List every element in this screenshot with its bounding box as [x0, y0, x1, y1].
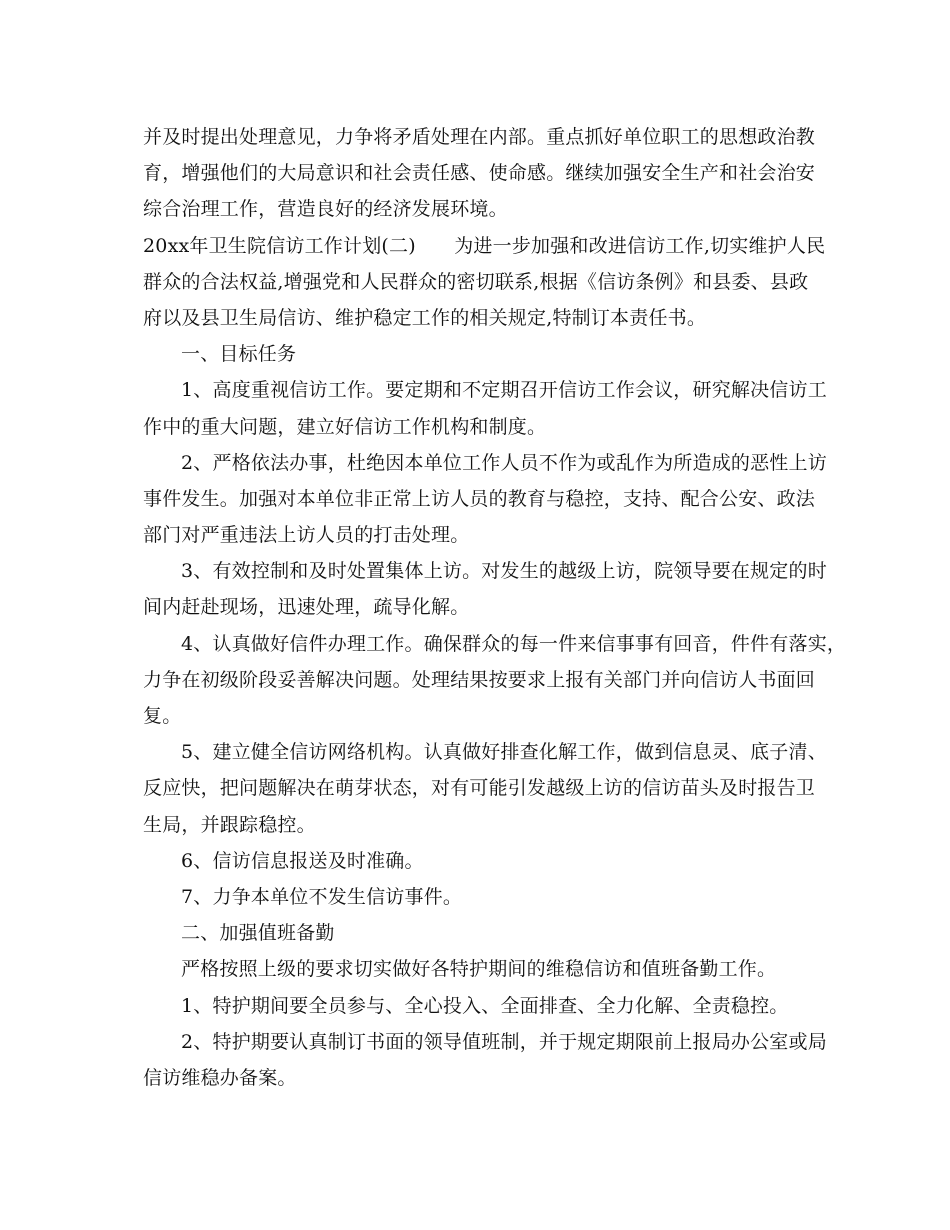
text-line: 部门对严重违法上访人员的打击处理。: [143, 524, 470, 547]
text-line: 6、信访信息报送及时准确。: [181, 849, 424, 872]
text-line: 4、认真做好信件办理工作。确保群众的每一件来信事事有回音，件件有落实，: [181, 632, 847, 655]
text-line: 2、特护期要认真制订书面的领导值班制，并于规定期限前上报局办公室或局: [181, 1030, 827, 1053]
text-line: 二、加强值班备勤: [181, 922, 335, 945]
text-line: 20xx年卫生院信访工作计划(二) 为进一步加强和改进信访工作,切实维护人民: [143, 234, 826, 257]
text-line: 作中的重大问题，建立好信访工作机构和制度。: [143, 415, 547, 438]
text-line: 3、有效控制和及时处置集体上访。对发生的越级上访，院领导要在规定的时: [181, 560, 827, 583]
text-line: 府以及县卫生局信访、维护稳定工作的相关规定,特制订本责任书。: [143, 306, 707, 329]
text-line: 7、力争本单位不发生信访事件。: [181, 885, 463, 908]
text-line: 综合治理工作，营造良好的经济发展环境。: [143, 198, 508, 221]
document-page: [143, 119, 847, 1096]
text-line: 2、严格依法办事，杜绝因本单位工作人员不作为或乱作为所造成的恶性上访: [181, 451, 827, 474]
text-line: 反应快，把问题解决在萌芽状态，对有可能引发越级上访的信访苗头及时报告卫: [143, 777, 816, 800]
text-line: 间内赶赴现场，迅速处理，疏导化解。: [143, 596, 470, 619]
text-line: 严格按照上级的要求切实做好各特护期间的维稳信访和值班备勤工作。: [181, 958, 777, 981]
text-line: 1、特护期间要全员参与、全心投入、全面排查、全力化解、全责稳控。: [181, 994, 789, 1017]
text-line: 1、高度重视信访工作。要定期和不定期召开信访工作会议，研究解决信访工: [181, 379, 827, 402]
text-line: 一、目标任务: [181, 343, 297, 366]
text-line: 力争在初级阶段妥善解决问题。处理结果按要求上报有关部门并向信访人书面回: [143, 668, 816, 691]
text-line: 信访维稳办备案。: [143, 1066, 297, 1089]
text-line: 生局，并跟踪稳控。: [143, 813, 316, 836]
text-line: 事件发生。加强对本单位非正常上访人员的教育与稳控，支持、配合公安、政法: [143, 487, 816, 510]
text-line: 育，增强他们的大局意识和社会责任感、使命感。继续加强安全生产和社会治安: [143, 162, 816, 185]
text-line: 复。: [143, 705, 182, 727]
text-line: 5、建立健全信访网络机构。认真做好排查化解工作，做到信息灵、底子清、: [181, 741, 827, 764]
text-line: 并及时提出处理意见，力争将矛盾处理在内部。重点抓好单位职工的思想政治教: [143, 126, 816, 148]
text-line: 群众的合法权益,增强党和人民群众的密切联系,根据《信访条例》和县委、县政: [143, 270, 809, 293]
